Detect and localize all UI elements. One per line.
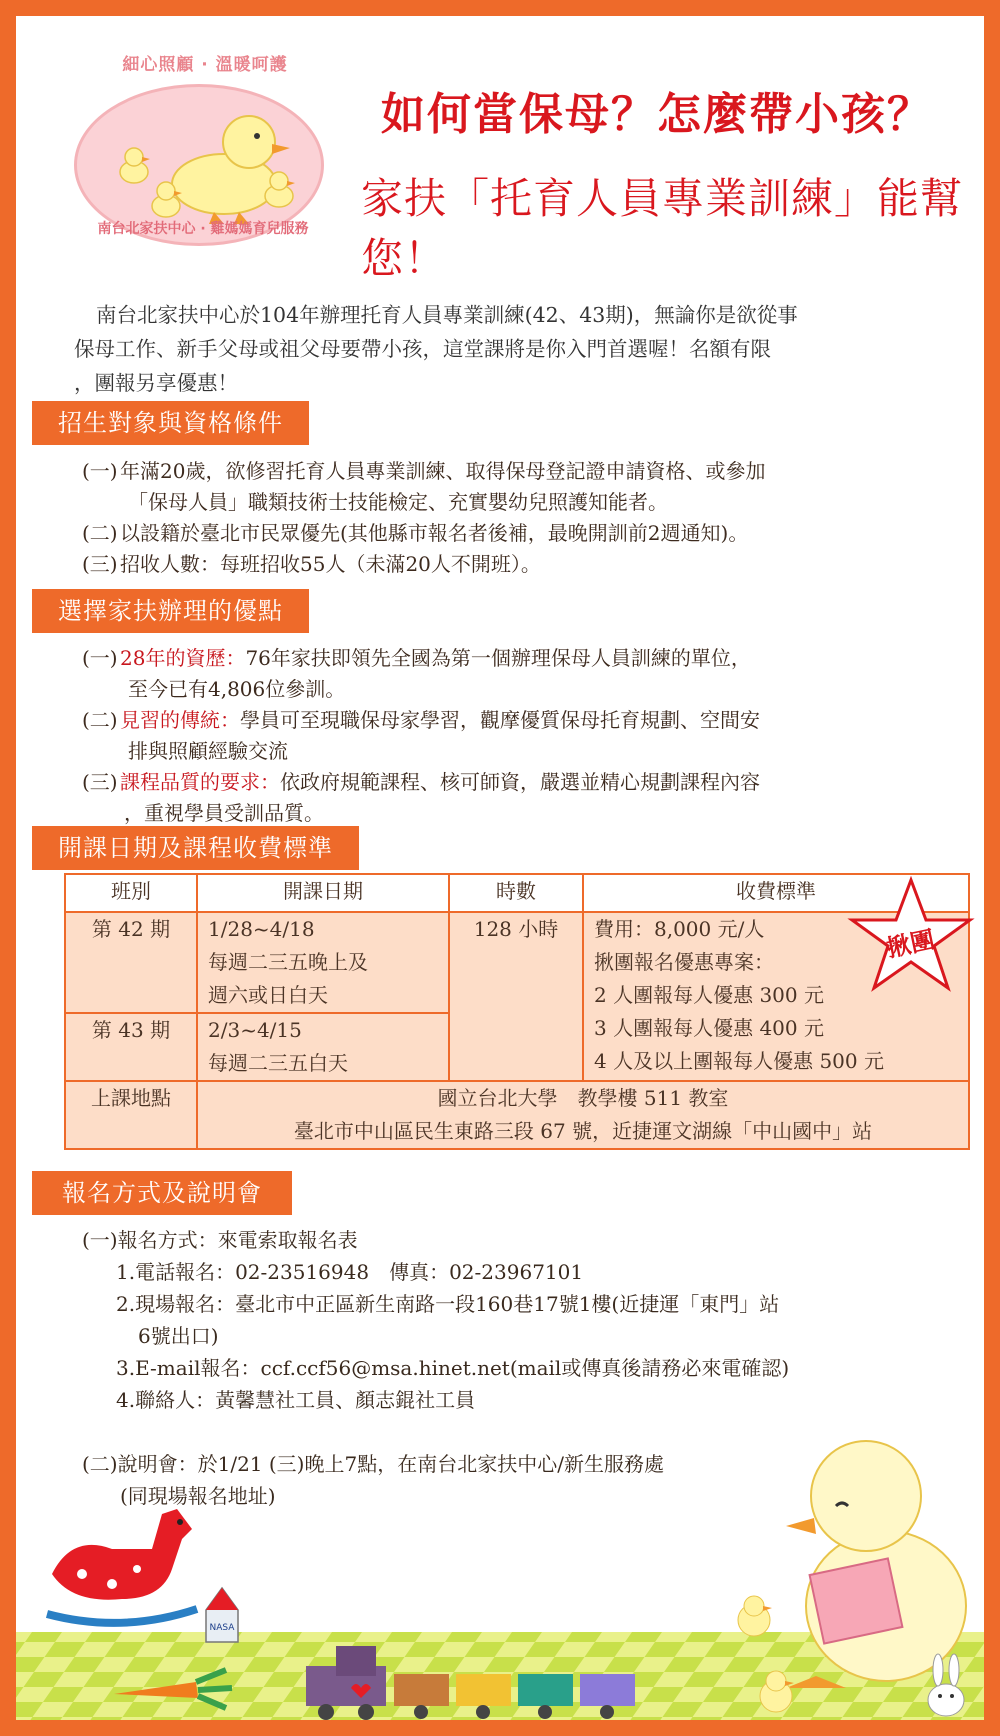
- item-number: (三): [82, 770, 118, 794]
- intro-line: 保母工作、新手父母或祖父母要帶小孩，這堂課將是你入門首選喔！名額有限: [74, 337, 771, 361]
- item-number: (一): [82, 459, 118, 483]
- date-line: 週六或日白天: [208, 983, 328, 1007]
- toy-train-icon: [296, 1636, 716, 1726]
- center-logo: [60, 50, 330, 250]
- reg-line: 3.E-mail報名：ccf.ccf56@msa.hinet.net(mail或傳真後請務必來電確認): [116, 1356, 790, 1380]
- table-header: 班別: [65, 874, 197, 912]
- reg-line: 1.電話報名：02-23516948 傳真：02-23967101: [116, 1260, 584, 1284]
- rocking-horse-icon: [42, 1494, 202, 1634]
- item-highlight: 28年的資歷：: [120, 646, 246, 670]
- item-text: 學員可至現職保母家學習，觀摩優質保母托育規劃、空間安: [240, 708, 760, 732]
- list-item: [82, 643, 962, 705]
- chick-icon: [732, 1592, 778, 1638]
- rocket-label: NASA: [209, 1623, 235, 1633]
- hours-cell: 128 小時: [449, 912, 583, 1081]
- list-item: [82, 549, 962, 580]
- class-name-cell: 第 42 期: [65, 912, 197, 1013]
- section-heading-registration: 報名方式及說明會: [32, 1171, 292, 1215]
- date-line: 每週二三五白天: [208, 1051, 348, 1075]
- item-text: 依政府規範課程、核可師資，嚴選並精心規劃課程內容: [280, 770, 760, 794]
- page-subtitle: 家扶「托育人員專業訓練」能幫您！: [361, 174, 964, 283]
- section-heading-eligibility: 招生對象與資格條件: [32, 401, 309, 445]
- fee-line: 2 人團報每人優惠 300 元: [594, 983, 824, 1007]
- section-heading-schedule: 開課日期及課程收費標準: [32, 826, 359, 870]
- intro-line: ，團報另享優惠！: [74, 371, 238, 395]
- section-heading-advantages: 選擇家扶辦理的優點: [32, 589, 309, 633]
- fee-table: [64, 873, 970, 1150]
- list-item: [82, 767, 962, 829]
- item-text: 排與照顧經驗交流: [128, 739, 288, 763]
- location-label-cell: 上課地點: [65, 1081, 197, 1149]
- item-number: (一): [82, 646, 118, 670]
- item-text: 「保母人員」職類技術士技能檢定、充實嬰幼兒照護知能者。: [128, 490, 668, 514]
- page-title: 如何當保母？怎麼帶小孩？: [381, 89, 933, 140]
- star-badge-text: 揪團: [884, 925, 937, 963]
- fee-line: 揪團報名優惠專案：: [594, 950, 774, 974]
- table-header: 收費標準: [583, 874, 969, 912]
- item-text: 招收人數：每班招收55人（未滿20人不開班）。: [120, 552, 541, 576]
- item-highlight: 課程品質的要求：: [120, 770, 280, 794]
- table-header: 時數: [449, 874, 583, 912]
- date-line: 1/28~4/18: [208, 917, 315, 941]
- reg-line: 2.現場報名：臺北市中正區新生南路一段160巷17號1樓(近捷運「東門」站: [116, 1292, 780, 1316]
- location-line: 國立台北大學 教學樓 511 教室: [437, 1086, 729, 1110]
- location-cell: [197, 1081, 969, 1149]
- reg-line: 6號出口): [138, 1324, 219, 1348]
- item-text: 76年家扶即領先全國為第一個辦理保母人員訓練的單位，: [245, 646, 751, 670]
- logo-bottom-text: 南台北家扶中心 · 雞媽媽育兒服務: [97, 221, 309, 237]
- reg-line: (二)說明會：於1/21 (三)晚上7點，在南台北家扶中心/新生服務處: [82, 1452, 664, 1476]
- logo-top-text: 細心照顧 · 溫暖呵護: [122, 55, 288, 75]
- table-row: [65, 1081, 969, 1149]
- item-number: (三): [82, 552, 118, 576]
- dates-cell: [197, 912, 449, 1013]
- location-line: 臺北市中山區民生東路三段 67 號，近捷運文湖線「中山國中」站: [293, 1119, 873, 1143]
- reg-line: (同現場報名地址): [120, 1484, 276, 1508]
- rocket-icon: [198, 1586, 246, 1650]
- fee-line: 費用：8,000 元/人: [594, 917, 765, 941]
- item-text: 以設籍於臺北市民眾優先(其他縣市報名者後補，最晚開訓前2週通知)。: [120, 521, 749, 545]
- item-number: (二): [82, 521, 118, 545]
- duck-family-icon: [74, 84, 318, 240]
- list-item: [82, 456, 962, 518]
- bunny-icon: [916, 1652, 976, 1722]
- chick-icon: [754, 1666, 800, 1716]
- table-header-row: [65, 874, 969, 912]
- item-number: (二): [82, 708, 118, 732]
- date-line: 每週二三五晚上及: [208, 950, 368, 974]
- item-text: ，重視學員受訓品質。: [124, 801, 324, 825]
- item-text: 至今已有4,806位參訓。: [128, 677, 346, 701]
- group-buy-star-badge: [846, 876, 976, 1001]
- reg-line: (一)報名方式：來電索取報名表: [82, 1228, 358, 1252]
- dates-cell: [197, 1013, 449, 1081]
- table-header: 開課日期: [197, 874, 449, 912]
- list-item: [82, 705, 962, 767]
- reg-line: 4.聯絡人：黃馨慧社工員、顏志錕社工員: [116, 1388, 476, 1412]
- fee-line: 4 人及以上團報每人優惠 500 元: [594, 1049, 884, 1073]
- date-line: 2/3~4/15: [208, 1018, 302, 1042]
- item-highlight: 見習的傳統：: [120, 708, 240, 732]
- table-row: [65, 912, 969, 1013]
- eligibility-list: [82, 456, 962, 580]
- item-text: 年滿20歲，欲修習托育人員專業訓練、取得保母登記證申請資格、或參加: [120, 459, 766, 483]
- advantages-list: [82, 643, 962, 829]
- carrot-icon: [106, 1664, 236, 1714]
- intro-line: 南台北家扶中心於104年辦理托育人員專業訓練(42、43期)，無論你是欲從事: [96, 303, 798, 327]
- list-item: [82, 518, 962, 549]
- fee-line: 3 人團報每人優惠 400 元: [594, 1016, 824, 1040]
- intro-paragraph: [74, 298, 964, 400]
- class-name-cell: 第 43 期: [65, 1013, 197, 1081]
